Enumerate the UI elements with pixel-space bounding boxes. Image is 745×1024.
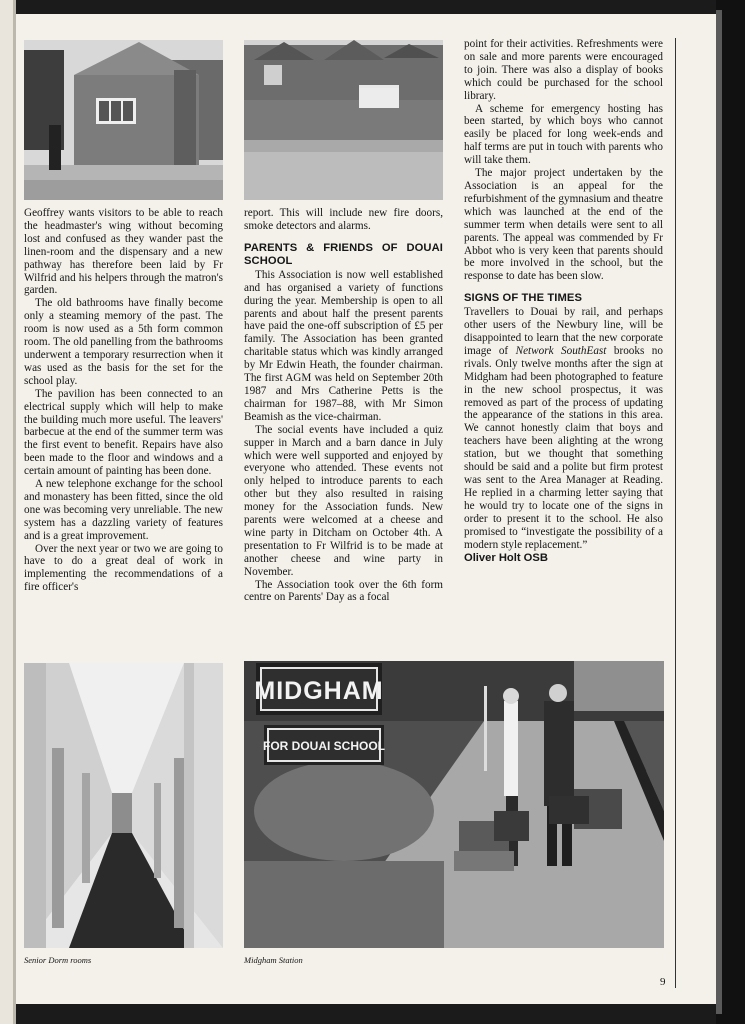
paragraph: The old bathrooms have finally become only a steaming memory of the past. The room is now used as a 5th form common room. The old panelling from the bathrooms underwent a temporary resurrection when it was used as the basis for the set for the school play.	[24, 297, 223, 387]
caption-midgham-station: Midgham Station	[244, 955, 303, 965]
article-column-2	[244, 207, 443, 604]
paragraph: The major project undertaken by the Association is an appeal for the refurbishment of the gymnasium and theatre which was launched at the end of the summer term when details were sent to all parents. The appeal was commended by Fr Abbot who is very keen that parents should be more involved in the school, but the response to date has been slow.	[464, 167, 663, 283]
station-photo	[244, 661, 664, 948]
text-run: brooks no rivals. Only twelve months after the sign at Midgham had been photographed to feature in the new school prospectus, it was removed as part of the process of updating the appearance of the stations in this area. We cannot honestly claim that boys and teachers have been alighting at the wrong station, but we thought that something should be said and a polite but firm protest was sent to the Area Manager at Reading. He replied in a charming letter saying that he would try to locate one of the signs in order to present it to the school. He also promised to “investigate the possibility of a modern style replacement.”	[464, 344, 663, 551]
corridor-photo	[24, 663, 223, 948]
photo-brick-building	[24, 40, 223, 200]
paragraph: A new telephone exchange for the school and monastery has been fitted, since the old one was becoming very unreliable. The new system has a dazzling variety of features and is a great improvement.	[24, 478, 223, 542]
paragraph: report. This will include new fire doors, smoke detectors and alarms.	[244, 207, 443, 232]
paragraph: The social events have included a quiz supper in March and a barn dance in July which were well supported and enjoyed by everyone who attended. These events not only helped to introduce parents to each other but they also resulted in raising money for the Association funds. New parents were welcomed at a cheese and wine party in Ditcham on October 4th. A presentation to Fr Wilfrid is to be made at another cheese and wine party in November.	[244, 423, 443, 578]
book-spine	[0, 0, 16, 1024]
paragraph: A scheme for emergency hosting has been started, by which boys who cannot easily be placed for long week-ends and half terms are put in touch with parents who will take them.	[464, 102, 663, 167]
article-column-1	[24, 207, 223, 594]
caption-senior-dorm-rooms: Senior Dorm rooms	[24, 955, 92, 965]
paragraph: Over the next year or two we are going to have to do a great deal of work in implementing the recommendations of a fire officer's	[24, 542, 223, 594]
paragraph: Geoffrey wants visitors to be able to reach the headmaster's wing without becoming lost and confused as they wander past the linen-room and the dispensary and a new pathway has therefore been laid by Fr Wilfrid and his helpers through the matron's garden.	[24, 207, 223, 297]
brick-building-photo	[24, 40, 223, 200]
page-edge	[716, 0, 745, 1024]
section-heading-signs-of-the-times: SIGNS OF THE TIMES	[464, 292, 583, 305]
photo-midgham-station	[244, 661, 664, 948]
sign-for-douai-school: FOR DOUAI SCHOOL	[263, 739, 385, 753]
text-run: Travellers to Douai by rail, and perhaps other users of the Newbury line, will be disappointed to learn that the new corporate image of	[464, 306, 663, 357]
author-signature: Oliver Holt OSB	[464, 552, 548, 565]
paragraph: The pavilion has been connected to an electrical supply which will help to make the building much more useful. The leavers' barbecue at the end of the summer term was the first event to benefit. Repairs have also been made to the floor and windows and a certain amount of painting has been done.	[24, 387, 223, 478]
paragraph: This Association is now well established and has organised a variety of functions during the year. Membership is open to all parents and about half the present parents have paid the one-off subscription of £5 per family. The Association has been granted charitable status which was kindly arranged by Mr Edwin Heath, the founder chairman. The first AGM was held on September 20th 1987 and Mrs Catherine Petts is the chairman for 1987–88, with Mr Simon Beamish as the vice-chairman.	[244, 268, 443, 423]
article-column-3	[464, 38, 663, 565]
italic-brand-name: Network SouthEast	[515, 344, 607, 357]
page-number: 9	[660, 976, 666, 988]
section-heading-parents-friends: PARENTS & FRIENDS OF DOUAI SCHOOL	[244, 241, 443, 267]
paragraph	[464, 306, 663, 551]
paragraph: point for their activities. Refreshments were on sale and more parents were encouraged to join. There was also a display of books which could be purchased for the school library.	[464, 38, 663, 102]
photo-senior-dorm-corridor	[24, 663, 223, 948]
photo-school-buildings	[244, 40, 443, 200]
paragraph: The Association took over the 6th form centre on Parents' Day as a focal	[244, 578, 443, 604]
school-buildings-photo	[244, 40, 443, 200]
column-rule	[675, 38, 676, 988]
sign-midgham: MIDGHAM	[254, 677, 384, 705]
